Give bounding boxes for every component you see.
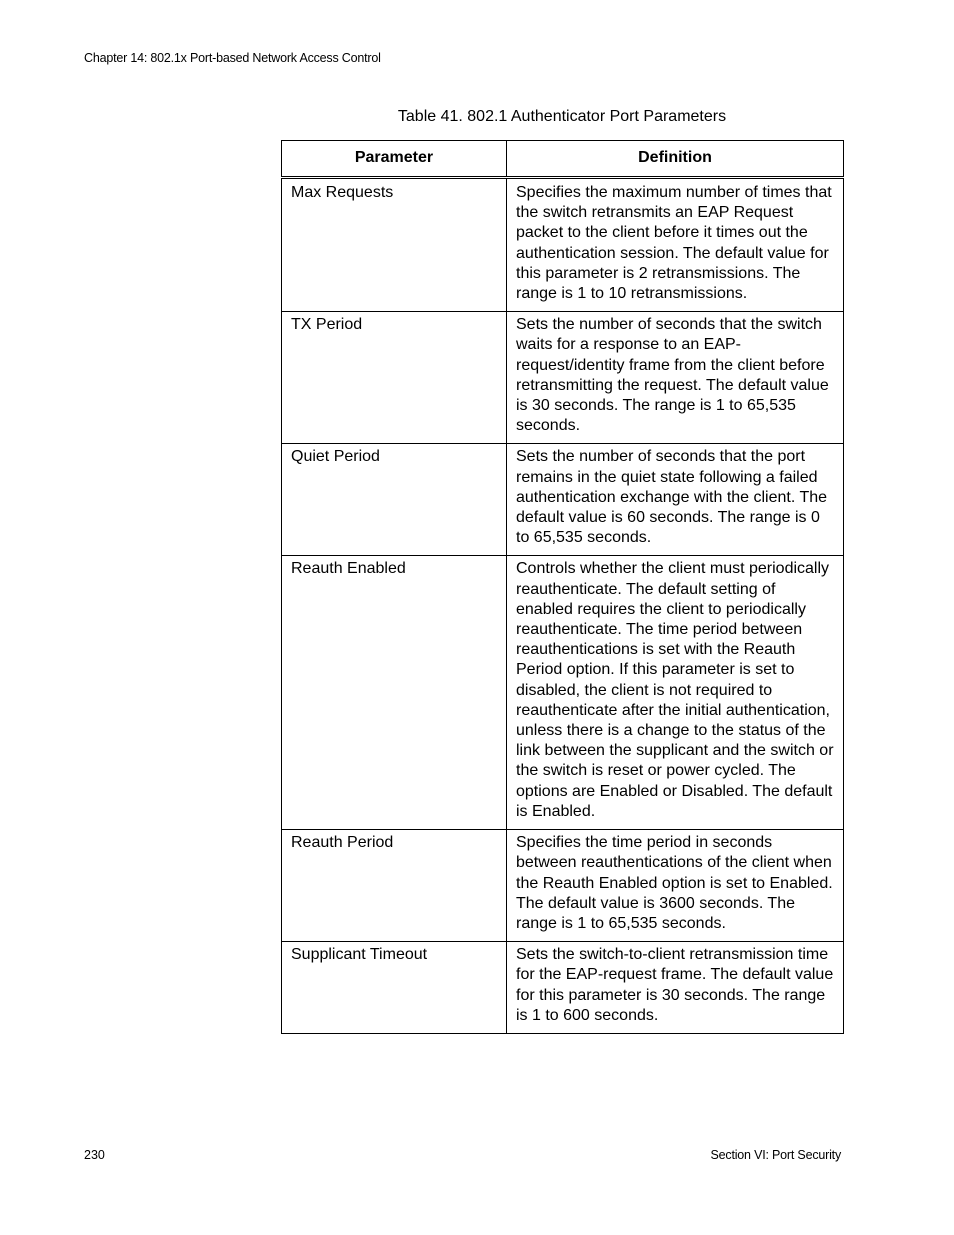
parameter-cell: Quiet Period <box>282 444 507 556</box>
table-row <box>282 942 844 1034</box>
running-head: Chapter 14: 802.1x Port-based Network Access Control <box>84 51 381 65</box>
table-row <box>282 312 844 444</box>
parameters-table <box>281 140 844 1034</box>
definition-cell: Specifies the maximum number of times that the switch retransmits an EAP Request packet to the client before it times out the authentication session. The default value for this parameter is 2 retransmissions. The range is 1 to 10 retransmissions. <box>507 178 844 312</box>
definition-cell: Controls whether the client must periodically reauthenticate. The default setting of enabled requires the client to periodically reauthenticate. The time period between reauthentications is set with the Reauth Period option. If this parameter is set to disabled, the client is not required to reauthenticate after the initial authentication, unless there is a change to the status of the link between the supplicant and the switch or the switch is reset or power cycled. The options are Enabled or Disabled. The default is Enabled. <box>507 556 844 830</box>
page-number: 230 <box>84 1148 105 1162</box>
table-row <box>282 556 844 830</box>
parameter-cell: Max Requests <box>282 178 507 312</box>
definition-cell: Sets the number of seconds that the switch waits for a response to an EAP-request/identity frame from the client before retransmitting the request. The default value is 30 seconds. The range is 1 to 65,535 seconds. <box>507 312 844 444</box>
parameter-cell: Reauth Period <box>282 830 507 942</box>
definition-cell: Specifies the time period in seconds between reauthentications of the client when the Reauth Enabled option is set to Enabled. The default value is 3600 seconds. The range is 1 to 65,535 seconds. <box>507 830 844 942</box>
table-row <box>282 830 844 942</box>
table-row <box>282 178 844 312</box>
table-caption: Table 41. 802.1 Authenticator Port Parameters <box>397 108 727 125</box>
definition-cell: Sets the number of seconds that the port remains in the quiet state following a failed authentication exchange with the client. The default value is 60 seconds. The range is 0 to 65,535 seconds. <box>507 444 844 556</box>
parameter-cell: Reauth Enabled <box>282 556 507 830</box>
parameter-cell: TX Period <box>282 312 507 444</box>
footer-section-title: Section VI: Port Security <box>710 1148 841 1162</box>
table-header-row <box>282 141 844 178</box>
column-header-definition: Definition <box>507 141 844 178</box>
parameter-cell: Supplicant Timeout <box>282 942 507 1034</box>
column-header-parameter: Parameter <box>282 141 507 178</box>
table-row <box>282 444 844 556</box>
definition-cell: Sets the switch-to-client retransmission time for the EAP-request frame. The default value for this parameter is 30 seconds. The range is 1 to 600 seconds. <box>507 942 844 1034</box>
